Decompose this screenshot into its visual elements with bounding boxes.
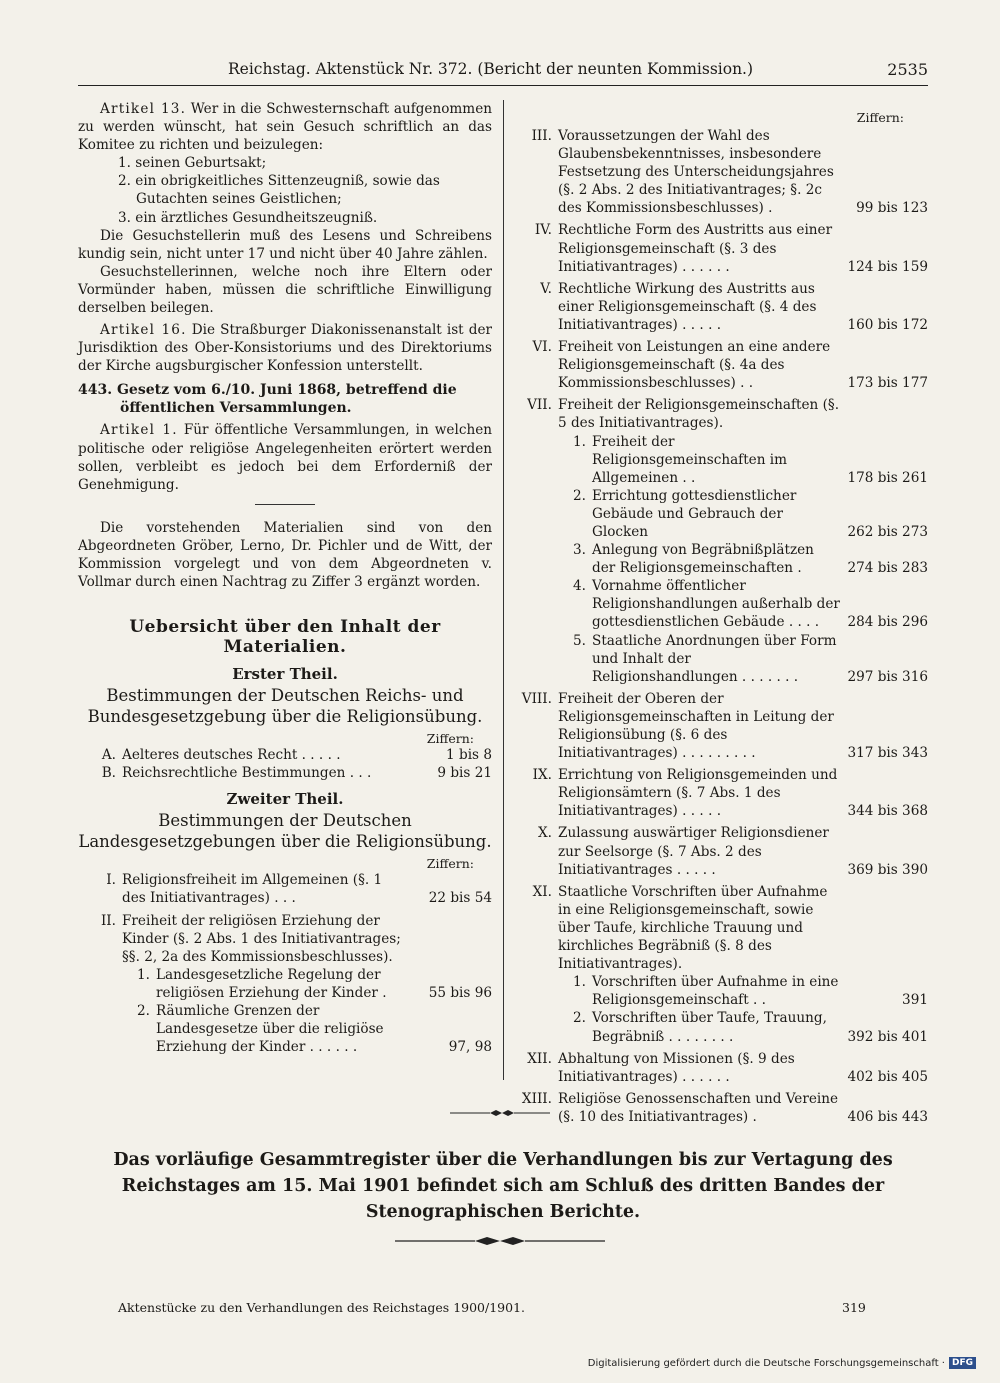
row-range: 402 bis 405 xyxy=(847,1068,928,1085)
article-1-text: Für öffentliche Versammlungen, in welchen politische oder religiöse Angelegenheiten erörtert werden sollen, verbleibt es jedoch bei dem Erforderniß der Genehmigung. xyxy=(78,422,492,493)
page-header xyxy=(78,60,928,86)
row-text: Vorschriften über Taufe, Trauung, Begräbniß . . . . . . . . xyxy=(592,1010,827,1045)
row-number: 1. xyxy=(573,974,586,991)
row-range: 9 bis 21 xyxy=(437,765,492,782)
row-range: 392 bis 401 xyxy=(847,1028,928,1045)
article-13 xyxy=(78,100,492,154)
left-column xyxy=(78,100,492,1056)
law-heading: 443. Gesetz vom 6./10. Juni 1868, betreffend die öffentlichen Versammlungen. xyxy=(78,382,457,417)
table-row xyxy=(514,433,928,487)
row-text: Aelteres deutsches Recht . . . . . xyxy=(122,747,341,764)
row-number: X. xyxy=(538,825,552,842)
row-number: 4. xyxy=(573,578,586,595)
ziffern-label: Ziffern: xyxy=(856,110,904,125)
row-number: V. xyxy=(540,280,552,297)
row-text: Räumliche Grenzen der Landesgesetze über die religiöse Erziehung der Kinder . . . . . . xyxy=(156,1003,384,1056)
table-row xyxy=(514,577,928,631)
materials-note: Die vorstehenden Materialien sind von den Abgeordneten Gröber, Lerno, Dr. Pichler und de Witt, der Kommission vorgelegt und von dem Abgeordneten v. Vollmar durch einen Nachtrag zu Ziffer 3 ergänzt worden. xyxy=(78,519,492,591)
row-text: Errichtung gottesdienstlicher Gebäude und Gebrauch der Glocken xyxy=(592,487,797,540)
row-number: VIII. xyxy=(521,690,552,707)
row-range: 391 xyxy=(902,992,928,1009)
table-row xyxy=(514,541,928,577)
row-number: VII. xyxy=(527,397,552,414)
header-title: Reichstag. Aktenstück Nr. 372. (Bericht der neunten Kommission.) xyxy=(228,60,754,78)
row-text: Freiheit der Oberen der Religionsgemeinschaften in Leitung der Religionsübung (§. 6 des Initiativantrages) . . . . . . . . . xyxy=(558,690,834,762)
table-row xyxy=(514,221,928,275)
header-page-number: 2535 xyxy=(887,60,928,79)
row-number: 2. xyxy=(573,487,586,504)
row-text: Voraussetzungen der Wahl des Glaubensbekenntnisses, insbesondere Festsetzung des Unterscheidungsjahres (§. 2 Abs. 2 des Initiativantrages; §. 2c des Kommissionsbeschlusses) . xyxy=(558,128,834,217)
table-row xyxy=(514,1050,928,1086)
paragraph-guardians: Gesuchstellerinnen, welche noch ihre Eltern oder Vormünder haben, müssen die schriftliche Einwilligung derselben beilegen. xyxy=(78,263,492,317)
row-text: Errichtung von Religionsgemeinden und Religionsämtern (§. 7 Abs. 1 des Initiativantrages) . . . . . xyxy=(558,767,838,820)
right-column xyxy=(514,110,928,1126)
article-13-text: Wer in die Schwesternschaft aufgenommen zu werden wünscht, hat sein Gesuch schriftlich an das Komitee zu richten und beizulegen: xyxy=(78,101,492,154)
row-range: 99 bis 123 xyxy=(856,200,928,217)
ornament-divider xyxy=(450,1108,550,1118)
row-text: Rechtliche Form des Austritts aus einer Religionsgemeinschaft (§. 3 des Initiativantrages) . . . . . . xyxy=(558,222,833,275)
row-number: 2. xyxy=(137,1003,150,1019)
table-row xyxy=(78,966,492,1002)
ornament-divider xyxy=(395,1236,605,1246)
overview-title: Uebersicht über den Inhalt der Materialien. xyxy=(129,617,441,658)
row-range: 274 bis 283 xyxy=(847,560,928,577)
article-13-label: Artikel 13. xyxy=(100,101,187,117)
separator-rule xyxy=(255,504,315,505)
row-number: B. xyxy=(101,765,116,782)
row-number: VI. xyxy=(532,339,552,356)
table-row xyxy=(514,338,928,392)
row-number: A. xyxy=(101,747,116,764)
part1-subtitle: Bestimmungen der Deutschen Reichs- und Bundesgesetzgebung über die Religionsübung. xyxy=(87,686,483,727)
row-number: 2. xyxy=(573,1010,586,1027)
row-number: XIII. xyxy=(521,1090,552,1107)
table-row xyxy=(514,127,928,217)
column-divider xyxy=(503,100,504,1080)
row-number: 3. xyxy=(573,542,586,559)
dfg-logo: DFG xyxy=(949,1357,976,1369)
row-range: 160 bis 172 xyxy=(847,316,928,333)
row-text: Freiheit der Religionsgemeinschaften (§. 5 des Initiativantrages). xyxy=(558,397,840,432)
table-row xyxy=(78,912,492,966)
part2-title: Zweiter Theil. xyxy=(226,790,344,809)
row-number: 1. xyxy=(137,966,150,983)
article-1-label: Artikel 1. xyxy=(100,422,178,439)
table-row xyxy=(78,764,492,782)
ziffern-label: Ziffern: xyxy=(426,856,474,872)
row-text: Zulassung auswärtiger Religionsdiener zur Seelsorge (§. 7 Abs. 2 des Initiativantrages . . . . . xyxy=(558,825,829,878)
row-text: Abhaltung von Missionen (§. 9 des Initiativantrages) . . . . . . xyxy=(558,1050,795,1085)
article-16 xyxy=(78,321,492,375)
article-16-label: Artikel 16. xyxy=(100,322,187,339)
table-row xyxy=(514,1090,928,1126)
article-16-text: Die Straßburger Diakonissenanstalt ist der Jurisdiktion des Ober-Konsistoriums und des Direktoriums der Kirche augsburgischer Konfession unterstellt. xyxy=(78,322,492,375)
table-row xyxy=(514,766,928,820)
list-item: 3. ein ärztliches Gesundheitszeugniß. xyxy=(118,209,378,226)
table-row xyxy=(78,1002,492,1056)
row-range: 284 bis 296 xyxy=(847,614,928,631)
row-range: 406 bis 443 xyxy=(847,1108,928,1125)
row-number: III. xyxy=(531,128,552,144)
row-number: XI. xyxy=(532,883,552,900)
table-row xyxy=(514,280,928,334)
part2-subtitle: Bestimmungen der Deutschen Landesgesetzgebungen über die Religionsübung. xyxy=(78,811,492,852)
row-range: 1 bis 8 xyxy=(446,747,492,764)
table-row xyxy=(514,632,928,686)
row-number: XII. xyxy=(527,1050,552,1067)
row-range: 97, 98 xyxy=(448,1039,492,1056)
ziffern-label: Ziffern: xyxy=(426,731,474,747)
list-item: 2. ein obrigkeitliches Sittenzeugniß, sowie das Gutachten seines Geistlichen; xyxy=(118,173,440,208)
article-1 xyxy=(78,421,492,493)
row-text: Freiheit von Leistungen an eine andere Religionsgemeinschaft (§. 4a des Kommissionsbeschlusses) . . xyxy=(558,339,831,392)
table-row xyxy=(78,871,492,907)
row-range: 22 bis 54 xyxy=(428,890,492,907)
row-text: Vornahme öffentlicher Religionshandlungen außerhalb der gottesdienstlichen Gebäude . . . . xyxy=(592,578,840,631)
row-number: 1. xyxy=(573,433,586,450)
table-row xyxy=(514,973,928,1009)
row-text: Vorschriften über Aufnahme in eine Religionsgemeinschaft . . xyxy=(592,974,839,1009)
row-text: Freiheit der Religionsgemeinschaften im Allgemeinen . . xyxy=(592,433,788,486)
row-range: 173 bis 177 xyxy=(847,375,928,392)
row-range: 178 bis 261 xyxy=(847,469,928,486)
row-number: IV. xyxy=(534,222,552,239)
table-row xyxy=(78,746,492,764)
row-range: 55 bis 96 xyxy=(428,984,492,1001)
row-number: IX. xyxy=(532,767,552,784)
table-row xyxy=(514,1009,928,1045)
row-number: II. xyxy=(100,912,116,929)
row-text: Religionsfreiheit im Allgemeinen (§. 1 des Initiativantrages) . . . xyxy=(122,872,383,907)
part1-title: Erster Theil. xyxy=(232,665,338,684)
row-range: 262 bis 273 xyxy=(847,523,928,540)
digitization-credit xyxy=(588,1357,976,1369)
table-row xyxy=(514,824,928,878)
footer-source: Aktenstücke zu den Verhandlungen des Reichstages 1900/1901. xyxy=(118,1300,526,1315)
row-text: Religiöse Genossenschaften und Vereine (§. 10 des Initiativantrages) . xyxy=(558,1090,839,1125)
row-text: Landesgesetzliche Regelung der religiösen Erziehung der Kinder . xyxy=(156,966,387,1001)
table-row xyxy=(514,487,928,541)
row-range: 369 bis 390 xyxy=(847,861,928,878)
row-text: Staatliche Vorschriften über Aufnahme in eine Religionsgemeinschaft, sowie über Taufe, kirchliche Trauung und kirchliches Begräbniß (§. 8 des Initiativantrages). xyxy=(558,883,828,973)
row-range: 124 bis 159 xyxy=(847,258,928,275)
row-range: 317 bis 343 xyxy=(847,745,928,762)
register-notice: Das vorläufige Gesammtregister über die Verhandlungen bis zur Vertagung des Reichstages am 15. Mai 1901 befindet sich am Schluß des dritten Bandes der Stenographischen Berichte. xyxy=(113,1150,893,1222)
row-number: I. xyxy=(106,872,116,889)
table-row xyxy=(514,396,928,432)
list-item: 1. seinen Geburtsakt; xyxy=(118,155,267,172)
row-text: Freiheit der religiösen Erziehung der Kinder (§. 2 Abs. 1 des Initiativantrages; §§. 2, 2a des Kommissionsbeschlusses). xyxy=(122,912,401,965)
row-text: Anlegung von Begräbnißplätzen der Religionsgemeinschaften . xyxy=(592,542,814,577)
row-range: 297 bis 316 xyxy=(847,668,928,685)
row-text: Reichsrechtliche Bestimmungen . . . xyxy=(122,765,372,782)
row-text: Rechtliche Wirkung des Austritts aus einer Religionsgemeinschaft (§. 4 des Initiativantrages) . . . . . xyxy=(558,280,817,333)
paragraph-applicant: Die Gesuchstellerin muß des Lesens und Schreibens kundig sein, nicht unter 17 und nicht über 40 Jahre zählen. xyxy=(78,227,492,262)
digitization-text: Digitalisierung gefördert durch die Deutsche Forschungsgemeinschaft · xyxy=(587,1357,945,1369)
row-text: Staatliche Anordnungen über Form und Inhalt der Religionshandlungen . . . . . . . xyxy=(592,632,837,685)
table-row xyxy=(514,690,928,762)
row-number: 5. xyxy=(573,632,586,649)
table-row xyxy=(514,883,928,973)
footer-sheet-number: 319 xyxy=(842,1300,866,1315)
row-range: 344 bis 368 xyxy=(847,803,928,820)
